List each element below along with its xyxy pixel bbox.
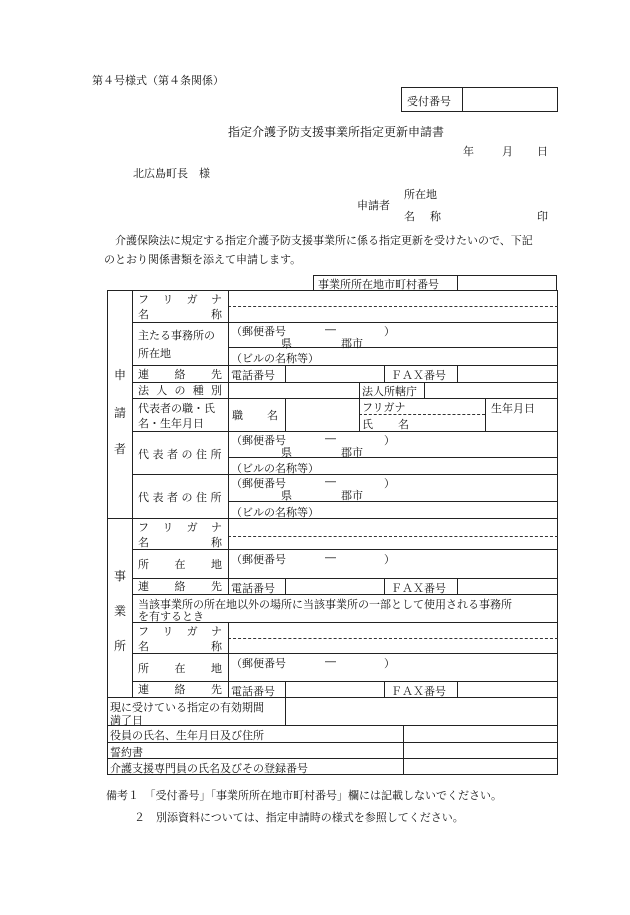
receipt-number-label: 受付番号 xyxy=(407,95,451,108)
main-office-label-1: 主たる事務所の xyxy=(138,329,215,342)
other-office-note-1: 当該事業所の所在地以外の場所に当該事業所の一部として使用される事務所 xyxy=(138,598,512,611)
other-office-name-field[interactable] xyxy=(230,640,556,652)
applicant-name-label: 名 称 xyxy=(138,308,222,321)
rep-address1-close: ） xyxy=(384,434,395,447)
office-postal-close: ） xyxy=(384,553,395,566)
rep-name-label-1: 氏 xyxy=(362,418,373,431)
main-office-label-2: 所在地 xyxy=(138,347,171,360)
office-name-field[interactable] xyxy=(230,538,556,548)
main-office-prefecture: 県 xyxy=(281,337,292,350)
other-office-furigana-field[interactable] xyxy=(230,623,556,637)
rep-address2-prefecture: 県 xyxy=(281,489,292,502)
date-month: 月 xyxy=(502,145,513,158)
rep-address-label-1: 代 表 者 の 住 所 xyxy=(138,448,222,461)
applicant-fax-label: ＦＡＸ番号 xyxy=(391,369,446,382)
other-office-postal-dash: ― xyxy=(325,655,336,668)
applicant-furigana-field[interactable] xyxy=(230,291,556,305)
applicant-name-field[interactable] xyxy=(230,308,556,321)
main-office-postal: （郵便番号 xyxy=(231,325,286,338)
section-office-2: 業 xyxy=(114,604,127,618)
note-2: ２ 別添資料については、指定申請時の様式を参照してください。 xyxy=(134,811,464,824)
valid-period-label-1: 現に受けている指定の有効期間 xyxy=(110,701,264,714)
applicant-phone-label: 電話番号 xyxy=(231,369,275,382)
valid-period-label-2: 満了日 xyxy=(110,714,143,727)
applicant-location-label: 所在地 xyxy=(404,188,437,201)
section-applicant-1: 申 xyxy=(114,368,127,382)
section-office-3: 所 xyxy=(114,639,127,653)
main-office-postal-dash: ― xyxy=(325,323,336,336)
rep-furigana-label: フリガナ xyxy=(362,401,406,414)
rep-address2-close: ） xyxy=(384,477,395,490)
rep-address1-postal: （郵便番号 xyxy=(231,434,286,447)
section-applicant-3: 者 xyxy=(114,442,127,456)
date-year: 年 xyxy=(463,145,474,158)
other-office-contact-label: 連 絡 先 xyxy=(138,683,222,696)
applicant-contact-label: 連 絡 先 xyxy=(138,367,222,381)
applicant-furigana-label: フ リ ガ ナ xyxy=(138,293,222,306)
rep-label-1: 代表者の職・氏 xyxy=(138,402,215,415)
rep-address-label-2: 代 表 者 の 住 所 xyxy=(138,491,222,504)
other-office-fax-label: ＦＡＸ番号 xyxy=(391,685,446,698)
applicant-label: 申請者 xyxy=(357,199,390,212)
rep-label-2: 名・生年月日 xyxy=(138,417,204,430)
office-location-label: 所 在 地 xyxy=(138,557,222,571)
section-office-1: 事 xyxy=(114,569,127,583)
main-office-building: （ビルの名称等） xyxy=(231,352,319,365)
pledge-label: 誓約書 xyxy=(110,746,143,759)
other-office-furigana-label: フ リ ガ ナ xyxy=(138,625,222,638)
corp-authority-label: 法人所轄庁 xyxy=(362,385,417,398)
rep-address1-building: （ビルの名称等） xyxy=(231,462,319,475)
office-phone-label: 電話番号 xyxy=(231,582,275,595)
office-furigana-field[interactable] xyxy=(230,520,556,534)
rep-address2-county-city: 郡市 xyxy=(341,489,363,502)
body-text-line1: 介護保険法に規定する指定介護予防支援事業所に係る指定更新を受けたいので、下記 xyxy=(104,234,533,247)
birth-date-label: 生年月日 xyxy=(491,402,535,415)
other-office-location-label: 所 在 地 xyxy=(138,661,222,675)
municipal-number-label: 事業所所在地市町村番号 xyxy=(318,278,439,291)
other-office-note-2: を有するとき xyxy=(138,610,204,623)
other-office-postal-close: ） xyxy=(384,657,395,670)
form-number: 第４号様式（第４条関係） xyxy=(92,74,224,87)
office-furigana-label: フ リ ガ ナ xyxy=(138,521,222,534)
rep-name-label-2: 名 xyxy=(398,418,409,431)
addressee: 北広島町長 様 xyxy=(133,167,210,180)
receipt-number-field[interactable] xyxy=(468,88,554,110)
office-contact-label: 連 絡 先 xyxy=(138,580,222,593)
other-office-phone-label: 電話番号 xyxy=(231,685,275,698)
note-1: 備考１ 「受付番号」「事業所所在地市町村番号」欄には記載しないでください。 xyxy=(106,789,502,802)
document-title: 指定介護予防支援事業所指定更新申請書 xyxy=(228,125,445,139)
care-managers-label: 介護支援専門員の氏名及びその登録番号 xyxy=(110,762,308,775)
rep-position-label: 職 名 xyxy=(232,408,278,422)
other-office-name-label: 名 称 xyxy=(138,639,222,653)
rep-address1-prefecture: 県 xyxy=(281,446,292,459)
rep-address1-dash: ― xyxy=(325,432,336,445)
office-fax-label: ＦＡＸ番号 xyxy=(391,582,446,595)
seal-mark: 印 xyxy=(537,210,548,223)
main-office-county-city: 郡市 xyxy=(341,337,363,350)
corp-type-label: 法 人 の 種 別 xyxy=(138,384,222,397)
rep-address1-county-city: 郡市 xyxy=(341,446,363,459)
body-text-line2: のとおり関係書類を添えて申請します。 xyxy=(104,253,302,266)
applicant-name-label-1: 名 xyxy=(404,210,415,223)
office-postal: （郵便番号 xyxy=(231,553,286,566)
officers-label: 役員の氏名、生年月日及び住所 xyxy=(110,729,264,742)
applicant-name-label-2: 称 xyxy=(430,210,441,223)
section-applicant-2: 請 xyxy=(114,406,127,420)
rep-address2-dash: ― xyxy=(325,475,336,488)
rep-address2-building: （ビルの名称等） xyxy=(231,506,319,519)
date-day: 日 xyxy=(537,145,548,158)
office-name-label: 名 称 xyxy=(138,535,222,549)
main-office-postal-close: ） xyxy=(384,325,395,338)
other-office-postal: （郵便番号 xyxy=(231,657,286,670)
office-postal-dash: ― xyxy=(325,551,336,564)
rep-address2-postal: （郵便番号 xyxy=(231,477,286,490)
